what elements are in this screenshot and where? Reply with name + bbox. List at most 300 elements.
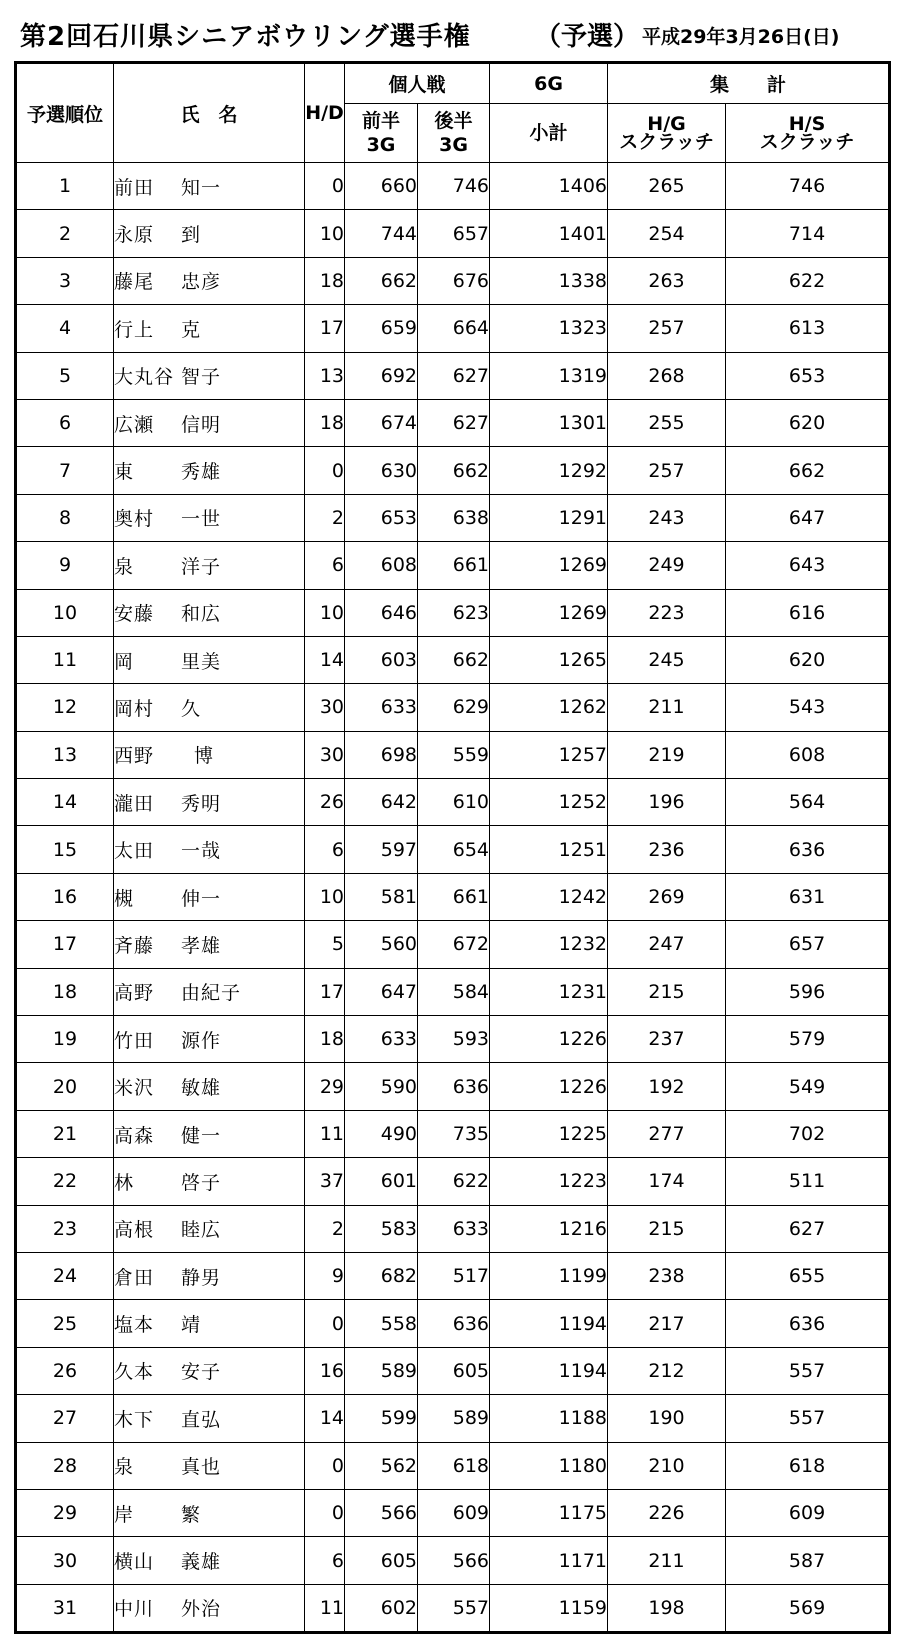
cell-second-half: 584 [418, 968, 490, 1015]
table-row [16, 731, 890, 778]
cell-hd: 29 [305, 1063, 345, 1110]
table-row [16, 542, 890, 589]
cell-name: 高森 健一 [114, 1110, 305, 1157]
cell-hs-scratch: 609 [726, 1489, 890, 1536]
cell-hd: 17 [305, 968, 345, 1015]
cell-hg-scratch: 217 [608, 1300, 726, 1347]
cell-name: 久本 安子 [114, 1347, 305, 1394]
cell-hg-scratch: 226 [608, 1489, 726, 1536]
cell-subtotal: 1226 [490, 1016, 608, 1063]
cell-second-half: 622 [418, 1158, 490, 1205]
cell-rank: 10 [16, 589, 114, 636]
table-row [16, 779, 890, 826]
cell-second-half: 627 [418, 352, 490, 399]
cell-hd: 2 [305, 494, 345, 541]
cell-rank: 11 [16, 636, 114, 683]
table-header [16, 63, 890, 163]
cell-subtotal: 1216 [490, 1205, 608, 1252]
cell-hs-scratch: 643 [726, 542, 890, 589]
cell-first-half: 562 [345, 1442, 418, 1489]
cell-subtotal: 1269 [490, 542, 608, 589]
cell-first-half: 558 [345, 1300, 418, 1347]
cell-subtotal: 1232 [490, 921, 608, 968]
cell-name: 中川 外治 [114, 1584, 305, 1632]
cell-second-half: 559 [418, 731, 490, 778]
cell-hg-scratch: 263 [608, 257, 726, 304]
table-row [16, 1584, 890, 1632]
cell-hd: 10 [305, 210, 345, 257]
cell-rank: 18 [16, 968, 114, 1015]
cell-hd: 14 [305, 1395, 345, 1442]
header-first-half [345, 104, 418, 163]
cell-name: 槻 伸一 [114, 873, 305, 920]
table-row [16, 921, 890, 968]
header-hg [608, 104, 726, 163]
table-row [16, 1395, 890, 1442]
header-individual: 個人戦 [345, 63, 490, 104]
cell-hd: 0 [305, 1300, 345, 1347]
cell-name: 岡 里美 [114, 636, 305, 683]
header-hs-sub: スクラッチ [759, 131, 855, 153]
cell-rank: 6 [16, 399, 114, 446]
cell-second-half: 636 [418, 1300, 490, 1347]
cell-name: 倉田 静男 [114, 1252, 305, 1299]
table-row [16, 968, 890, 1015]
cell-second-half: 672 [418, 921, 490, 968]
cell-rank: 26 [16, 1347, 114, 1394]
cell-hs-scratch: 627 [726, 1205, 890, 1252]
header-second-half-label: 後半 [434, 110, 473, 132]
table-row [16, 684, 890, 731]
cell-hs-scratch: 746 [726, 163, 890, 210]
cell-name: 瀧田 秀明 [114, 779, 305, 826]
table-row [16, 210, 890, 257]
cell-rank: 8 [16, 494, 114, 541]
cell-hg-scratch: 238 [608, 1252, 726, 1299]
cell-hd: 0 [305, 163, 345, 210]
page-title: 第2回石川県シニアボウリング選手権 [20, 22, 471, 52]
cell-first-half: 674 [345, 399, 418, 446]
cell-hd: 14 [305, 636, 345, 683]
cell-hd: 11 [305, 1584, 345, 1632]
header-second-half-games: 3G [439, 134, 468, 156]
cell-rank: 20 [16, 1063, 114, 1110]
cell-hs-scratch: 596 [726, 968, 890, 1015]
cell-hd: 30 [305, 684, 345, 731]
cell-subtotal: 1199 [490, 1252, 608, 1299]
cell-second-half: 638 [418, 494, 490, 541]
title-row [0, 0, 900, 54]
cell-name: 広瀬 信明 [114, 399, 305, 446]
cell-name: 太田 一哉 [114, 826, 305, 873]
cell-hs-scratch: 657 [726, 921, 890, 968]
cell-subtotal: 1269 [490, 589, 608, 636]
cell-rank: 3 [16, 257, 114, 304]
table-row [16, 1442, 890, 1489]
cell-hg-scratch: 215 [608, 968, 726, 1015]
cell-hs-scratch: 511 [726, 1158, 890, 1205]
cell-hd: 5 [305, 921, 345, 968]
cell-second-half: 657 [418, 210, 490, 257]
cell-second-half: 627 [418, 399, 490, 446]
cell-rank: 17 [16, 921, 114, 968]
cell-hs-scratch: 569 [726, 1584, 890, 1632]
cell-hd: 16 [305, 1347, 345, 1394]
cell-hs-scratch: 608 [726, 731, 890, 778]
cell-second-half: 610 [418, 779, 490, 826]
cell-hs-scratch: 622 [726, 257, 890, 304]
cell-subtotal: 1194 [490, 1347, 608, 1394]
cell-hs-scratch: 616 [726, 589, 890, 636]
cell-hg-scratch: 254 [608, 210, 726, 257]
cell-rank: 14 [16, 779, 114, 826]
table-row [16, 257, 890, 304]
cell-hg-scratch: 196 [608, 779, 726, 826]
cell-hg-scratch: 249 [608, 542, 726, 589]
cell-hg-scratch: 174 [608, 1158, 726, 1205]
table-row [16, 873, 890, 920]
cell-first-half: 608 [345, 542, 418, 589]
cell-hd: 37 [305, 1158, 345, 1205]
cell-hs-scratch: 557 [726, 1395, 890, 1442]
cell-name: 奥村 一世 [114, 494, 305, 541]
cell-hg-scratch: 198 [608, 1584, 726, 1632]
cell-hs-scratch: 631 [726, 873, 890, 920]
cell-subtotal: 1265 [490, 636, 608, 683]
cell-hg-scratch: 211 [608, 684, 726, 731]
header-first-half-games: 3G [366, 134, 396, 156]
cell-name: 泉 洋子 [114, 542, 305, 589]
cell-hg-scratch: 277 [608, 1110, 726, 1157]
cell-rank: 5 [16, 352, 114, 399]
table-row [16, 1110, 890, 1157]
cell-subtotal: 1159 [490, 1584, 608, 1632]
cell-second-half: 589 [418, 1395, 490, 1442]
cell-first-half: 682 [345, 1252, 418, 1299]
cell-rank: 16 [16, 873, 114, 920]
cell-subtotal: 1401 [490, 210, 608, 257]
cell-hd: 0 [305, 447, 345, 494]
cell-hd: 13 [305, 352, 345, 399]
cell-rank: 30 [16, 1537, 114, 1584]
cell-rank: 9 [16, 542, 114, 589]
table-row [16, 1063, 890, 1110]
cell-hd: 17 [305, 305, 345, 352]
table-row [16, 1016, 890, 1063]
cell-second-half: 654 [418, 826, 490, 873]
cell-subtotal: 1301 [490, 399, 608, 446]
cell-subtotal: 1188 [490, 1395, 608, 1442]
cell-hg-scratch: 265 [608, 163, 726, 210]
cell-name: 米沢 敏雄 [114, 1063, 305, 1110]
cell-rank: 22 [16, 1158, 114, 1205]
cell-rank: 28 [16, 1442, 114, 1489]
cell-name: 横山 義雄 [114, 1537, 305, 1584]
cell-second-half: 661 [418, 873, 490, 920]
cell-subtotal: 1175 [490, 1489, 608, 1536]
cell-rank: 27 [16, 1395, 114, 1442]
cell-hs-scratch: 636 [726, 826, 890, 873]
cell-rank: 13 [16, 731, 114, 778]
cell-first-half: 599 [345, 1395, 418, 1442]
cell-hg-scratch: 192 [608, 1063, 726, 1110]
cell-hd: 26 [305, 779, 345, 826]
cell-first-half: 692 [345, 352, 418, 399]
table-row [16, 1489, 890, 1536]
cell-first-half: 633 [345, 1016, 418, 1063]
cell-name: 高根 睦広 [114, 1205, 305, 1252]
table-row [16, 447, 890, 494]
cell-hg-scratch: 190 [608, 1395, 726, 1442]
cell-first-half: 647 [345, 968, 418, 1015]
cell-name: 前田 知一 [114, 163, 305, 210]
cell-name: 岡村 久 [114, 684, 305, 731]
cell-hd: 18 [305, 399, 345, 446]
cell-subtotal: 1319 [490, 352, 608, 399]
header-hg-sub: スクラッチ [619, 131, 714, 153]
cell-subtotal: 1231 [490, 968, 608, 1015]
cell-hd: 0 [305, 1489, 345, 1536]
cell-hg-scratch: 236 [608, 826, 726, 873]
cell-hs-scratch: 714 [726, 210, 890, 257]
table-row [16, 163, 890, 210]
cell-first-half: 603 [345, 636, 418, 683]
cell-hg-scratch: 269 [608, 873, 726, 920]
cell-hd: 10 [305, 589, 345, 636]
cell-rank: 23 [16, 1205, 114, 1252]
cell-rank: 12 [16, 684, 114, 731]
cell-subtotal: 1194 [490, 1300, 608, 1347]
cell-hg-scratch: 243 [608, 494, 726, 541]
cell-name: 斉藤 孝雄 [114, 921, 305, 968]
cell-first-half: 660 [345, 163, 418, 210]
cell-hg-scratch: 245 [608, 636, 726, 683]
cell-first-half: 566 [345, 1489, 418, 1536]
cell-hs-scratch: 620 [726, 636, 890, 683]
results-table [14, 61, 891, 1634]
cell-hg-scratch: 215 [608, 1205, 726, 1252]
header-second-half [418, 104, 490, 163]
header-six-g: 6G [490, 63, 608, 104]
cell-second-half: 517 [418, 1252, 490, 1299]
cell-hd: 30 [305, 731, 345, 778]
table-row [16, 636, 890, 683]
header-summary: 集 計 [608, 63, 890, 104]
cell-hs-scratch: 587 [726, 1537, 890, 1584]
table-row [16, 1158, 890, 1205]
cell-first-half: 590 [345, 1063, 418, 1110]
cell-hs-scratch: 618 [726, 1442, 890, 1489]
cell-second-half: 605 [418, 1347, 490, 1394]
cell-second-half: 623 [418, 589, 490, 636]
cell-subtotal: 1323 [490, 305, 608, 352]
cell-name: 東 秀雄 [114, 447, 305, 494]
cell-subtotal: 1223 [490, 1158, 608, 1205]
cell-second-half: 746 [418, 163, 490, 210]
cell-subtotal: 1242 [490, 873, 608, 920]
cell-hg-scratch: 257 [608, 305, 726, 352]
cell-second-half: 662 [418, 447, 490, 494]
cell-first-half: 630 [345, 447, 418, 494]
cell-name: 林 啓子 [114, 1158, 305, 1205]
cell-hg-scratch: 223 [608, 589, 726, 636]
cell-second-half: 676 [418, 257, 490, 304]
cell-name: 竹田 源作 [114, 1016, 305, 1063]
cell-hd: 18 [305, 257, 345, 304]
cell-hs-scratch: 543 [726, 684, 890, 731]
cell-hs-scratch: 564 [726, 779, 890, 826]
table-body [16, 163, 890, 1633]
cell-hd: 6 [305, 542, 345, 589]
cell-hg-scratch: 219 [608, 731, 726, 778]
cell-first-half: 698 [345, 731, 418, 778]
header-first-half-label: 前半 [361, 110, 400, 132]
cell-hg-scratch: 237 [608, 1016, 726, 1063]
cell-second-half: 566 [418, 1537, 490, 1584]
cell-hd: 6 [305, 826, 345, 873]
stage-label: （予選） [535, 22, 640, 52]
cell-second-half: 662 [418, 636, 490, 683]
cell-name: 安藤 和広 [114, 589, 305, 636]
cell-first-half: 744 [345, 210, 418, 257]
cell-subtotal: 1292 [490, 447, 608, 494]
cell-subtotal: 1406 [490, 163, 608, 210]
cell-hs-scratch: 647 [726, 494, 890, 541]
cell-second-half: 629 [418, 684, 490, 731]
cell-subtotal: 1257 [490, 731, 608, 778]
cell-hs-scratch: 636 [726, 1300, 890, 1347]
cell-hg-scratch: 212 [608, 1347, 726, 1394]
cell-first-half: 605 [345, 1537, 418, 1584]
cell-rank: 4 [16, 305, 114, 352]
cell-hd: 10 [305, 873, 345, 920]
table-row [16, 1205, 890, 1252]
cell-name: 藤尾 忠彦 [114, 257, 305, 304]
header-hs-label: H/S [788, 113, 826, 135]
cell-name: 塩本 靖 [114, 1300, 305, 1347]
cell-name: 木下 直弘 [114, 1395, 305, 1442]
cell-rank: 29 [16, 1489, 114, 1536]
cell-second-half: 636 [418, 1063, 490, 1110]
cell-rank: 31 [16, 1584, 114, 1632]
header-hd: H/D [305, 63, 345, 163]
cell-first-half: 646 [345, 589, 418, 636]
cell-subtotal: 1226 [490, 1063, 608, 1110]
cell-hg-scratch: 247 [608, 921, 726, 968]
cell-first-half: 597 [345, 826, 418, 873]
table-row [16, 494, 890, 541]
cell-hg-scratch: 257 [608, 447, 726, 494]
cell-first-half: 581 [345, 873, 418, 920]
cell-first-half: 662 [345, 257, 418, 304]
table-row [16, 1347, 890, 1394]
cell-name: 永原 到 [114, 210, 305, 257]
table-row [16, 826, 890, 873]
cell-second-half: 735 [418, 1110, 490, 1157]
cell-hs-scratch: 662 [726, 447, 890, 494]
cell-first-half: 659 [345, 305, 418, 352]
cell-subtotal: 1171 [490, 1537, 608, 1584]
header-name: 氏 名 [114, 63, 305, 163]
cell-first-half: 583 [345, 1205, 418, 1252]
cell-hd: 0 [305, 1442, 345, 1489]
cell-subtotal: 1291 [490, 494, 608, 541]
cell-hs-scratch: 620 [726, 399, 890, 446]
cell-first-half: 633 [345, 684, 418, 731]
cell-name: 大丸谷 智子 [114, 352, 305, 399]
cell-first-half: 560 [345, 921, 418, 968]
cell-hs-scratch: 549 [726, 1063, 890, 1110]
cell-rank: 19 [16, 1016, 114, 1063]
header-rank: 予選順位 [16, 63, 114, 163]
cell-second-half: 633 [418, 1205, 490, 1252]
event-date: 平成29年3月26日(日) [642, 26, 840, 48]
cell-first-half: 653 [345, 494, 418, 541]
header-subtotal: 小計 [490, 104, 608, 163]
cell-hs-scratch: 653 [726, 352, 890, 399]
cell-hs-scratch: 557 [726, 1347, 890, 1394]
cell-name: 西野 博 [114, 731, 305, 778]
cell-first-half: 642 [345, 779, 418, 826]
table-row [16, 1252, 890, 1299]
cell-hd: 2 [305, 1205, 345, 1252]
cell-second-half: 609 [418, 1489, 490, 1536]
cell-rank: 24 [16, 1252, 114, 1299]
cell-rank: 1 [16, 163, 114, 210]
table-row [16, 1537, 890, 1584]
cell-second-half: 664 [418, 305, 490, 352]
cell-hd: 11 [305, 1110, 345, 1157]
table-row [16, 305, 890, 352]
cell-hg-scratch: 268 [608, 352, 726, 399]
table-row [16, 1300, 890, 1347]
cell-second-half: 557 [418, 1584, 490, 1632]
header-hs [726, 104, 890, 163]
cell-hd: 9 [305, 1252, 345, 1299]
table-row [16, 399, 890, 446]
cell-hd: 18 [305, 1016, 345, 1063]
cell-hg-scratch: 211 [608, 1537, 726, 1584]
cell-rank: 25 [16, 1300, 114, 1347]
cell-second-half: 593 [418, 1016, 490, 1063]
cell-second-half: 618 [418, 1442, 490, 1489]
cell-first-half: 490 [345, 1110, 418, 1157]
cell-hg-scratch: 210 [608, 1442, 726, 1489]
cell-first-half: 601 [345, 1158, 418, 1205]
cell-name: 高野 由紀子 [114, 968, 305, 1015]
cell-name: 岸 繁 [114, 1489, 305, 1536]
cell-hg-scratch: 255 [608, 399, 726, 446]
cell-subtotal: 1252 [490, 779, 608, 826]
cell-rank: 21 [16, 1110, 114, 1157]
cell-hs-scratch: 702 [726, 1110, 890, 1157]
header-hg-label: H/G [647, 113, 686, 135]
cell-hs-scratch: 655 [726, 1252, 890, 1299]
cell-second-half: 661 [418, 542, 490, 589]
cell-rank: 2 [16, 210, 114, 257]
cell-hs-scratch: 579 [726, 1016, 890, 1063]
cell-rank: 15 [16, 826, 114, 873]
cell-hs-scratch: 613 [726, 305, 890, 352]
cell-name: 泉 真也 [114, 1442, 305, 1489]
cell-rank: 7 [16, 447, 114, 494]
cell-subtotal: 1251 [490, 826, 608, 873]
table-row [16, 589, 890, 636]
cell-name: 行上 克 [114, 305, 305, 352]
cell-first-half: 602 [345, 1584, 418, 1632]
cell-subtotal: 1262 [490, 684, 608, 731]
cell-subtotal: 1225 [490, 1110, 608, 1157]
